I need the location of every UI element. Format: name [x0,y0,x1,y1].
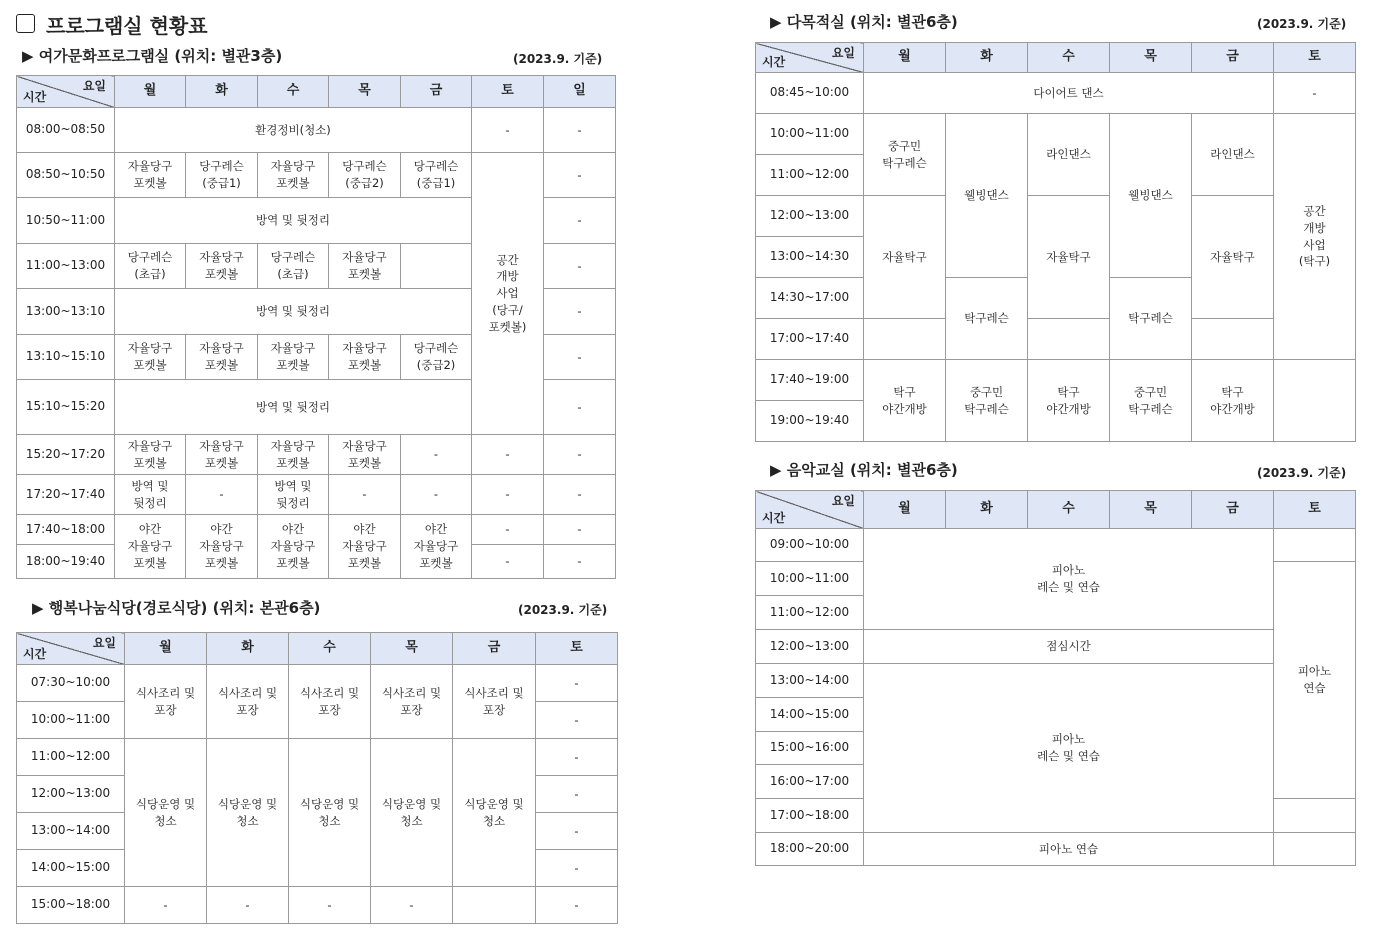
schedule-cell: 야간 자율당구 포켓볼 [186,515,258,579]
schedule-cell: 공간 개방 사업 (탁구) [1274,114,1356,360]
multi-title: ▶ 다목적실 (위치: 별관6층) [770,13,958,31]
schedule-cell: 당구레슨 (중급2) [401,335,472,380]
schedule-cell: 당구레슨 (중급2) [329,153,401,198]
time-cell: 14:30~17:00 [756,278,864,319]
time-cell: 15:00~16:00 [756,732,864,765]
schedule-cell: - [329,475,401,515]
corner-header: 요일 시간 [17,76,115,108]
day-header: 일 [544,76,616,108]
schedule-cell: - [544,475,616,515]
multi-table [755,42,1356,442]
schedule-cell: 탁구 야간개방 [1028,360,1110,442]
schedule-cell: 야간 자율당구 포켓볼 [329,515,401,579]
schedule-cell: 웰빙댄스 [946,114,1028,278]
schedule-cell: - [544,335,616,380]
day-header: 목 [1110,43,1192,73]
time-cell: 15:10~15:20 [17,380,115,435]
corner-header: 요일 시간 [756,43,864,73]
schedule-cell: - [472,515,544,545]
schedule-cell: 방역 및 뒷정리 [115,380,472,435]
time-cell: 13:00~14:30 [756,237,864,278]
schedule-cell: - [1274,73,1356,114]
day-header: 월 [864,43,946,73]
schedule-cell: 탁구 야간개방 [1192,360,1274,442]
time-cell: 09:00~10:00 [756,529,864,562]
dining-date: (2023.9. 기준) [518,603,608,617]
time-cell: 10:00~11:00 [756,562,864,596]
schedule-cell: 환경정비(청소) [115,108,472,153]
day-header: 토 [1274,43,1356,73]
schedule-cell: 방역 및 뒷정리 [115,289,472,335]
schedule-cell: - [401,435,472,475]
time-cell: 17:20~17:40 [17,475,115,515]
day-header: 토 [472,76,544,108]
schedule-cell: - [472,435,544,475]
schedule-cell: 식사조리 및 포장 [125,665,207,739]
time-cell: 17:40~18:00 [17,515,115,545]
schedule-cell: - [536,813,618,850]
day-header: 화 [946,43,1028,73]
schedule-cell: 자율당구 포켓볼 [258,153,329,198]
schedule-cell: 자율당구 포켓볼 [329,435,401,475]
schedule-cell: 라인댄스 [1192,114,1274,196]
day-header: 목 [329,76,401,108]
music-title: ▶ 음악교실 (위치: 별관6층) [770,461,958,479]
schedule-cell: 방역 및 뒷정리 [115,198,472,244]
schedule-cell: 자율당구 포켓볼 [186,244,258,289]
time-cell: 15:00~18:00 [17,887,125,924]
schedule-cell [1274,529,1356,562]
dining-title: ▶ 행복나눔식당(경로식당) (위치: 본관6층) [32,599,321,617]
schedule-cell [1192,319,1274,360]
leisure-date: (2023.9. 기준) [513,52,603,66]
schedule-cell: 자율당구 포켓볼 [186,335,258,380]
schedule-cell: 당구레슨 (중급1) [401,153,472,198]
time-cell: 10:00~11:00 [17,702,125,739]
schedule-cell: 식당운영 및 청소 [289,739,371,887]
schedule-cell: 자율당구 포켓볼 [258,435,329,475]
schedule-cell: - [544,153,616,198]
schedule-cell: - [544,108,616,153]
schedule-cell: 자율당구 포켓볼 [329,335,401,380]
time-cell: 19:00~19:40 [756,401,864,442]
schedule-cell: 당구레슨 (초급) [115,244,186,289]
schedule-cell [1274,360,1356,442]
time-cell: 08:45~10:00 [756,73,864,114]
time-cell: 11:00~12:00 [756,155,864,196]
schedule-cell: 다이어트 댄스 [864,73,1274,114]
time-cell: 11:00~12:00 [756,596,864,630]
schedule-cell: - [544,198,616,244]
schedule-cell: 방역 및 뒷정리 [115,475,186,515]
day-header: 토 [1274,491,1356,529]
schedule-cell: - [186,475,258,515]
schedule-cell: 자율당구 포켓볼 [258,335,329,380]
day-header: 수 [1028,491,1110,529]
schedule-cell: 야간 자율당구 포켓볼 [115,515,186,579]
schedule-cell: 중구민 탁구레슨 [1110,360,1192,442]
schedule-cell: 식사조리 및 포장 [207,665,289,739]
corner-header: 요일 시간 [756,491,864,529]
schedule-cell: 라인댄스 [1028,114,1110,196]
schedule-cell: 자율탁구 [864,196,946,319]
time-cell: 14:00~15:00 [17,850,125,887]
leisure-title: ▶ 여가문화프로그램실 (위치: 별관3층) [22,47,283,65]
time-cell: 15:20~17:20 [17,435,115,475]
day-header: 토 [536,633,618,665]
schedule-cell: - [472,108,544,153]
schedule-cell [453,887,536,924]
time-cell: 08:50~10:50 [17,153,115,198]
time-cell: 11:00~12:00 [17,739,125,776]
schedule-cell: 피아노 레슨 및 연습 [864,664,1274,833]
day-header: 금 [1192,43,1274,73]
day-header: 금 [1192,491,1274,529]
day-header: 금 [453,633,536,665]
schedule-cell: - [371,887,453,924]
dining-table [16,632,618,924]
schedule-cell: 자율당구 포켓볼 [115,335,186,380]
time-cell: 12:00~13:00 [756,196,864,237]
schedule-cell: 웰빙댄스 [1110,114,1192,278]
schedule-cell: 자율당구 포켓볼 [115,153,186,198]
schedule-cell: - [125,887,207,924]
page-title: 프로그램실 현황표 [46,14,208,38]
schedule-cell: - [536,887,618,924]
schedule-cell: - [544,545,616,579]
day-header: 월 [125,633,207,665]
day-header: 목 [371,633,453,665]
schedule-cell: - [536,739,618,776]
schedule-cell: 야간 자율당구 포켓볼 [258,515,329,579]
day-header: 수 [289,633,371,665]
time-cell: 18:00~19:40 [17,545,115,579]
time-cell: 12:00~13:00 [17,776,125,813]
schedule-cell: - [401,475,472,515]
schedule-cell: 공간 개방 사업 (당구/ 포켓볼) [472,153,544,435]
schedule-cell: 식당운영 및 청소 [125,739,207,887]
schedule-cell: - [536,665,618,702]
title-checkbox-icon [16,14,35,33]
time-cell: 16:00~17:00 [756,765,864,799]
schedule-cell: 피아노 연습 [1274,562,1356,799]
schedule-cell: 중구민 탁구레슨 [864,114,946,196]
time-cell: 13:00~14:00 [756,664,864,698]
schedule-cell: - [536,702,618,739]
day-header: 금 [401,76,472,108]
schedule-cell: 식당운영 및 청소 [453,739,536,887]
time-cell: 13:00~13:10 [17,289,115,335]
schedule-cell: - [536,776,618,813]
time-cell: 18:00~20:00 [756,833,864,866]
schedule-cell [1274,833,1356,866]
schedule-cell: - [207,887,289,924]
schedule-cell: 점심시간 [864,630,1274,664]
time-cell: 12:00~13:00 [756,630,864,664]
schedule-cell: 식사조리 및 포장 [289,665,371,739]
time-cell: 17:40~19:00 [756,360,864,401]
schedule-cell [1028,319,1110,360]
schedule-cell: - [544,244,616,289]
schedule-cell: - [536,850,618,887]
schedule-cell: 식당운영 및 청소 [207,739,289,887]
schedule-cell: - [472,545,544,579]
schedule-cell: 탁구레슨 [1110,278,1192,360]
schedule-cell: - [544,289,616,335]
schedule-cell: 피아노 레슨 및 연습 [864,529,1274,630]
schedule-cell: 식사조리 및 포장 [453,665,536,739]
schedule-cell [1274,799,1356,833]
time-cell: 14:00~15:00 [756,698,864,732]
schedule-cell: 중구민 탁구레슨 [946,360,1028,442]
schedule-cell [864,319,946,360]
schedule-cell [401,244,472,289]
schedule-cell: - [544,380,616,435]
schedule-cell: 당구레슨 (중급1) [186,153,258,198]
multi-date: (2023.9. 기준) [1257,17,1347,31]
schedule-cell: 야간 자율당구 포켓볼 [401,515,472,579]
schedule-cell: - [544,515,616,545]
schedule-cell: - [289,887,371,924]
time-cell: 11:00~13:00 [17,244,115,289]
schedule-cell: 자율당구 포켓볼 [115,435,186,475]
time-cell: 08:00~08:50 [17,108,115,153]
day-header: 화 [186,76,258,108]
day-header: 수 [258,76,329,108]
time-cell: 17:00~18:00 [756,799,864,833]
day-header: 목 [1110,491,1192,529]
time-cell: 17:00~17:40 [756,319,864,360]
schedule-cell: 당구레슨 (초급) [258,244,329,289]
schedule-cell: - [544,435,616,475]
day-header: 월 [115,76,186,108]
corner-header: 요일 시간 [17,633,125,665]
schedule-cell: 자율탁구 [1028,196,1110,319]
time-cell: 07:30~10:00 [17,665,125,702]
schedule-cell: 자율탁구 [1192,196,1274,319]
time-cell: 10:50~11:00 [17,198,115,244]
schedule-cell: 식사조리 및 포장 [371,665,453,739]
schedule-cell: 방역 및 뒷정리 [258,475,329,515]
time-cell: 13:10~15:10 [17,335,115,380]
day-header: 화 [946,491,1028,529]
schedule-cell: 식당운영 및 청소 [371,739,453,887]
music-table [755,490,1356,866]
schedule-cell: 자율당구 포켓볼 [329,244,401,289]
day-header: 화 [207,633,289,665]
day-header: 월 [864,491,946,529]
schedule-cell: 탁구 야간개방 [864,360,946,442]
time-cell: 13:00~14:00 [17,813,125,850]
leisure-table [16,75,616,579]
schedule-cell: 자율당구 포켓볼 [186,435,258,475]
schedule-cell: 피아노 연습 [864,833,1274,866]
day-header: 수 [1028,43,1110,73]
time-cell: 10:00~11:00 [756,114,864,155]
music-date: (2023.9. 기준) [1257,466,1347,480]
schedule-cell: - [472,475,544,515]
schedule-cell: 탁구레슨 [946,278,1028,360]
